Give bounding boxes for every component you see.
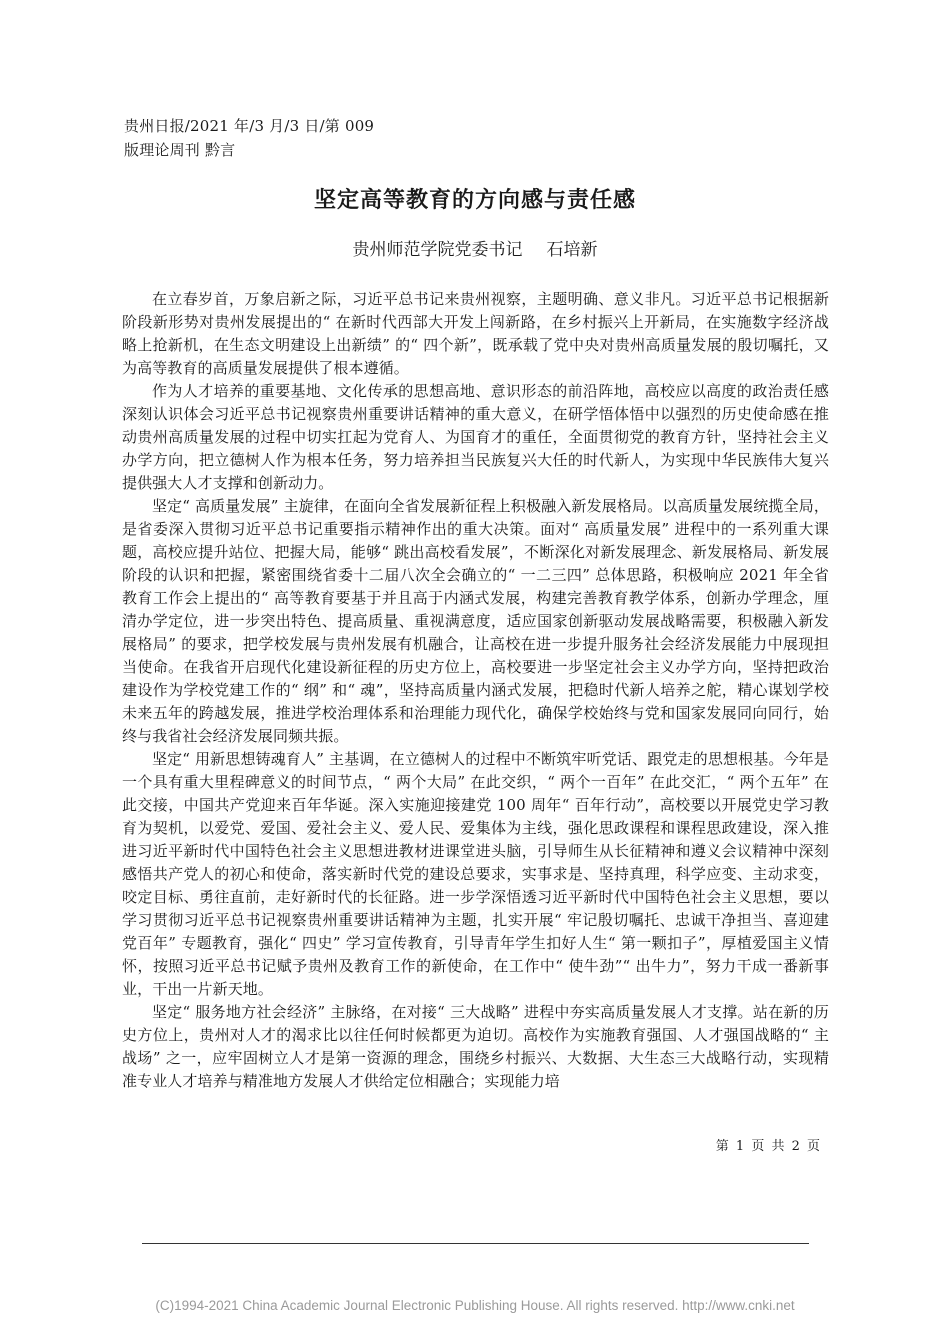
article-body xyxy=(122,288,829,1093)
footer-divider xyxy=(142,1243,809,1244)
source-citation-line-1: 贵州日报/2021 年/3 月/3 日/第 009 xyxy=(124,117,375,135)
copyright-footer: (C)1994-2021 China Academic Journal Electronic Publishing House. All rights reserved. http://www.cnki.net xyxy=(155,1298,795,1313)
author-affiliation: 贵州师范学院党委书记 xyxy=(352,240,523,260)
paragraph: 在立春岁首，万象启新之际，习近平总书记来贵州视察，主题明确、意义非凡。习近平总书记根据新阶段新形势对贵州发展提出的“ 在新时代西部大开发上闯新路，在乡村振兴上开新局，在实施数字经济战略上抢新机，在生态文明建设上出新绩” 的“ 四个新”，既承载了党中央对贵州高质量发展的殷切嘱托，又为高等教育的高质量发展提供了根本遵循。 xyxy=(122,290,829,377)
author-name: 石培新 xyxy=(546,240,598,260)
source-citation xyxy=(124,114,374,162)
paragraph: 坚定“ 用新思想铸魂育人” 主基调，在立德树人的过程中不断筑牢听党话、跟党走的思想根基。今年是一个具有重大里程碑意义的时间节点，“ 两个大局” 在此交织，“ 两个一百年” 在此交汇，“ 两个五年” 在此交接，中国共产党迎来百年华诞。深入实施迎接建党 100 周年“ 百年行动”，高校要以开展党史学习教育为契机，以爱党、爱国、爱社会主义、爱人民、爱集体为主线，强化思政课程和课程思政建设，深入推进习近平新时代中国特色社会主义思想进教材进课堂进头脑，引导师生从长征精神和遵义会议精神中深刻感悟共产党人的初心和使命，落实新时代党的建设总要求，实事求是、坚持真理，科学应变、主动求变，咬定目标、勇往直前，走好新时代的长征路。进一步学深悟透习近平新时代中国特色社会主义思想，要以学习贯彻习近平总书记视察贵州重要讲话精神为主题，扎实开展“ 牢记殷切嘱托、忠诚干净担当、喜迎建党百年” 专题教育，强化“ 四史” 学习宣传教育，引导青年学生扣好人生“ 第一颗扣子”，厚植爱国主义情怀，按照习近平总书记赋予贵州及教育工作的新使命，在工作中“ 使牛劲”“ 出牛力”，努力干成一番新事业，干出一片新天地。 xyxy=(122,750,829,998)
article-title: 坚定高等教育的方向感与责任感 xyxy=(313,188,636,213)
source-citation-line-2: 版理论周刊 黔言 xyxy=(124,141,236,159)
paragraph: 坚定“ 服务地方社会经济” 主脉络，在对接“ 三大战略” 进程中夯实高质量发展人才支撑。站在新的历史方位上，贵州对人才的渴求比以往任何时候都更为迫切。高校作为实施教育强国、人才强国战略的“ 主战场” 之一，应牢固树立人才是第一资源的理念，围绕乡村振兴、大数据、大生态三大战略行动，实现精准专业人才培养与精准地方发展人才供给定位相融合；实现能力培 xyxy=(122,1003,829,1090)
paragraph: 作为人才培养的重要基地、文化传承的思想高地、意识形态的前沿阵地，高校应以高度的政治责任感深刻认识体会习近平总书记视察贵州重要讲话精神的重大意义，在研学悟体悟中以强烈的历史使命感在推动贵州高质量发展的过程中切实扛起为党育人、为国育才的重任，全面贯彻党的教育方针，坚持社会主义办学方向，把立德树人作为根本任务，努力培养担当民族复兴大任的时代新人，为实现中华民族伟大复兴提供强大人才支撑和创新动力。 xyxy=(122,382,829,492)
paragraph: 坚定“ 高质量发展” 主旋律，在面向全省发展新征程上积极融入新发展格局。以高质量发展统揽全局，是省委深入贯彻习近平总书记重要指示精神作出的重大决策。面对“ 高质量发展” 进程中的一系列重大课题，高校应提升站位、把握大局，能够“ 跳出高校看发展”，不断深化对新发展理念、新发展格局、新发展阶段的认识和把握，紧密围绕省委十二届八次全会确立的“ 一二三四” 总体思路，积极响应 2021 年全省教育工作会上提出的“ 高等教育要基于并且高于内涵式发展，构建完善教育教学体系，创新办学理念，厘清办学定位，进一步突出特色、提高质量、重视满意度，适应国家创新驱动发展战略需要，积极融入新发展格局” 的要求，把学校发展与贵州发展有机融合，让高校在进一步提升服务社会经济发展能力中展现担当使命。在我省开启现代化建设新征程的历史方位上，高校要进一步坚定社会主义办学方向，坚持把政治建设作为学校党建工作的“ 纲” 和“ 魂”，坚持高质量内涵式发展，把稳时代新人培养之舵，精心谋划学校未来五年的跨越发展，推进学校治理体系和治理能力现代化，确保学校始终与党和国家发展同向同行，始终与我省社会经济发展同频共振。 xyxy=(122,497,829,745)
page-number: 第 1 页 共 2 页 xyxy=(715,1139,820,1154)
author-line xyxy=(0,238,950,262)
